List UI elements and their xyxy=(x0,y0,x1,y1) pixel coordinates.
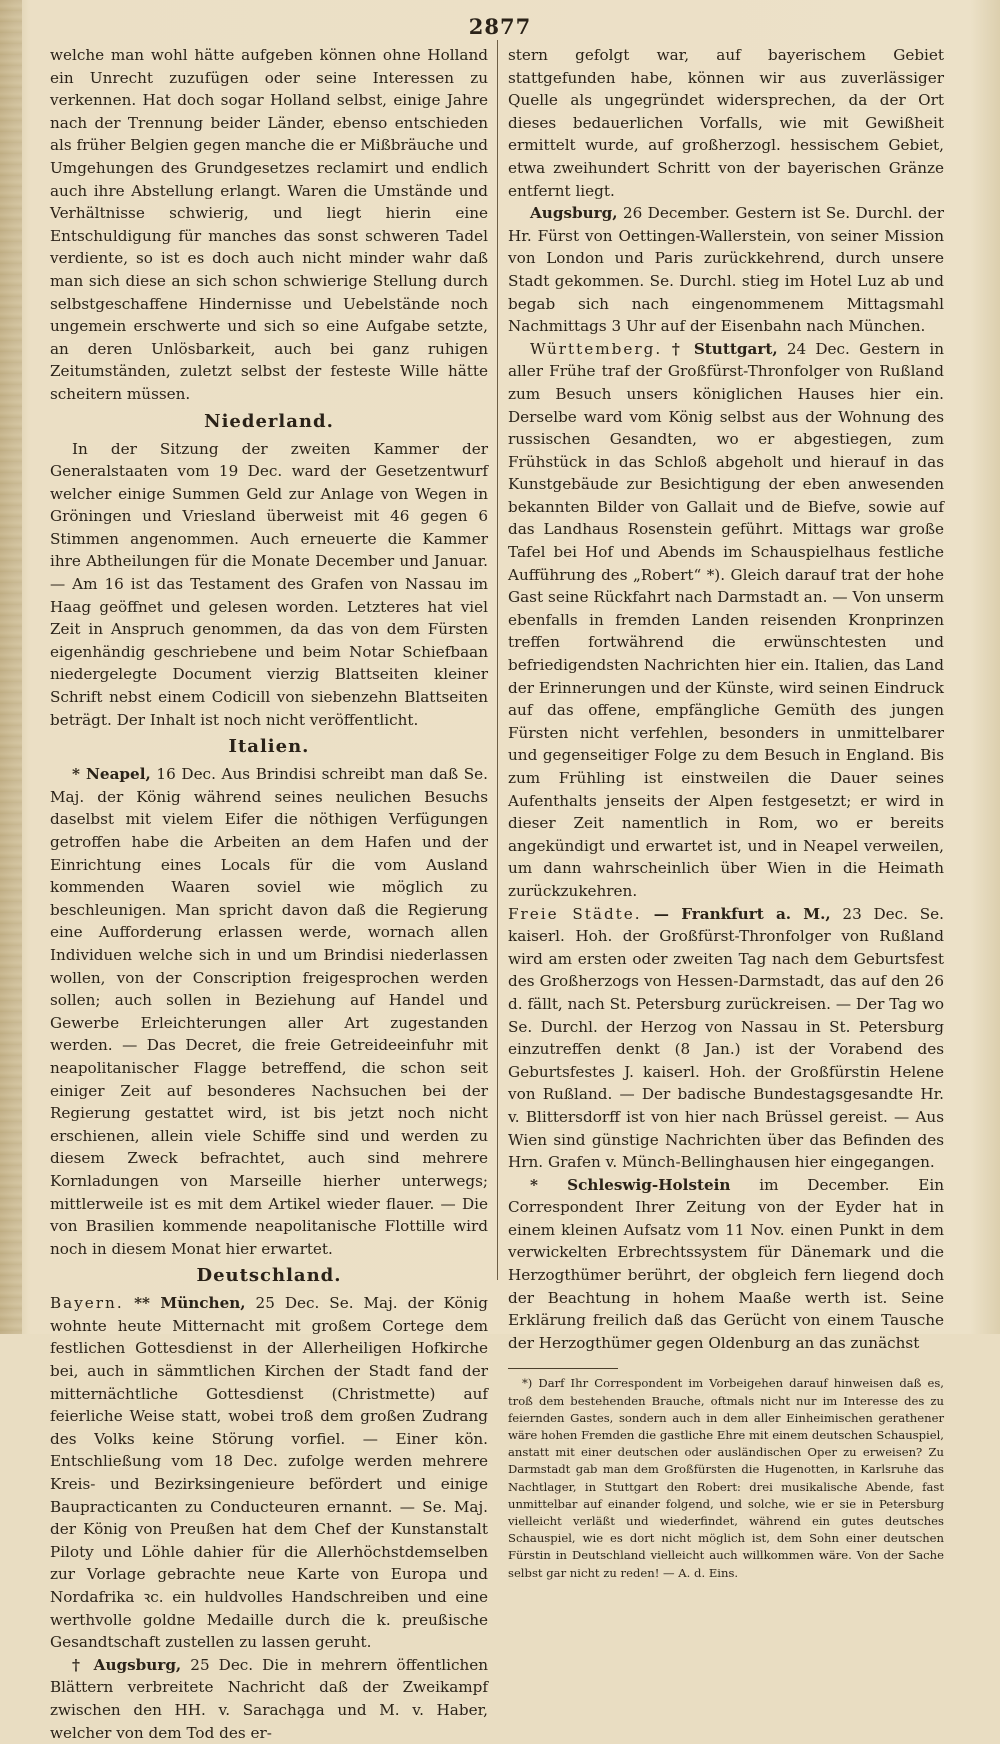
dateline-muenchen: ** München, xyxy=(123,1294,246,1313)
dateline-neapel: * Neapel, xyxy=(72,765,151,784)
section-heading-niederland: Niederland. xyxy=(204,410,334,432)
article-augsburg-2 xyxy=(508,202,944,338)
column-divider xyxy=(497,40,498,1280)
article-schleswig-holstein xyxy=(508,1174,944,1355)
dateline-augsburg-1: † Augsburg, xyxy=(72,1655,182,1674)
footnote-rule xyxy=(508,1368,618,1369)
article-niederland: In der Sitzung der zweiten Kammer der Generalstaaten vom 19 Dec. ward der Gesetzentwurf welcher einige Summen Geld zur Anlage von Wegen in Gröningen und Vriesland überweist mit 46 gegen 6 Stimmen angenommen. Auch erneuerte die Kammer ihre Abtheilungen für die Monate December und Januar. — Am 16 ist das Testament des Grafen von Nassau im Haag geöffnet und gelesen worden. Letzteres hat viel Zeit in Anspruch genommen, da das von dem Fürsten eigenhändig geschriebene und beim Notar Schiefbaan niedergelegte Document vierzig Blattseiten kleiner Schrift nebst einem Codicill von siebenzehn Blattseiten beträgt. Der Inhalt ist noch nicht veröffentlicht. xyxy=(50,439,488,729)
article-neapel-text: 16 Dec. Aus Brindisi schreibt man daß Se. Maj. der König während seines neulichen Besuchs daselbst mit vielem Eifer die nöthigen Verfügungen getroffen habe die Arbeiten an dem Hafen und der Einrichtung eines Locals für die vom Ausland kommenden Waaren soviel wie möglich zu beschleunigen. Man spricht davon daß die Regierung eine Aufforderung erlassen werde, wornach allen Individuen welche sich in und um Brindisi niederlassen wollen, von der Conscription freigesprochen werden sollen; auch sollen in Beziehung auf Handel und Gewerbe Erleichterungen aller Art zugestanden werden. — Das Decret, die freie Getreideeinfuhr mit neapolitanischer Flagge betreffend, die schon seit einiger Zeit auf besonderes Nachsuchen bei der Regierung gestattet wird, ist bis jetzt noch nicht erschienen, allein viele Schiffe sind und werden zu diesem Zweck befrachtet, auch sind mehrere Kornladungen von Marseille hierher unterwegs; mittlerweile ist es mit dem Artikel wieder flauer. — Die von Brasilien kommende neapolitanische Flottille wird noch in diesem Monat hier erwartet. xyxy=(50,765,488,1258)
footnote-text: *) Darf Ihr Correspondent im Vorbeigehen darauf hinweisen daß es, troß dem bestehenden Brauche, oftmals nicht nur im Interesse des zu feiernden Gastes, sondern auch in dem aller Einheimischen gerathener wäre hohen Fremden die gastliche Ehre mit einem deutschen Schauspiel, anstatt mit einer deutschen oder ausländischen Oper zu erweisen? Zu Darmstadt gab man dem Großfürsten die Hugenotten, in Karlsruhe das Nachtlager, in Stuttgart den Robert: drei musikalische Abende, fast unmittelbar auf einander folgend, und solche, wie er sie in Petersburg vielleicht verläßt und wiederfindet, während ein gutes deutsches Schauspiel, wie es dort nicht möglich ist, dem Sohn einer deutschen Fürstin in Deutschland vielleicht auch willkommen wäre. Von der Sache selbst gar nicht zu reden! — A. d. Eins. xyxy=(508,1376,944,1580)
article-muenchen-text: 25 Dec. Se. Maj. der König wohnte heute Mitternacht mit großem Cortege dem festlichen Gottesdienst in der Allerheiligen Hofkirche bei, auch in sämmtlichen Kirchen der Stadt fand der mitternächtliche Gottesdienst (Christmette) auf feierliche Weise statt, wobei troß dem großen Zudrang des Volks keine Störung vorfiel. — Einer kön. Entschließung vom 18 Dec. zufolge werden mehrere Kreis- und Bezirksingenieure befördert und einige Baupracticanten zu Conducteuren ernannt. — Se. Maj. der König von Preußen hat dem Chef der Kunstanstalt Piloty und Löhle dahier für die Allerhöchstdemselben zur Vorlage gebrachte neue Karte von Europa und Nordafrika ꝛc. ein huldvolles Handschreiben und eine werthvolle goldne Medaille durch die k. preußische Gesandtschaft zustellen zu lassen geruht. xyxy=(50,1294,488,1652)
page-number: 2877 xyxy=(468,14,532,39)
article-frankfurt-text: 23 Dec. Se. kaiserl. Hoh. der Großfürst-Thronfolger von Rußland wird am ersten oder zweiten Tag nach dem Geburtsfest des Großherzogs von Hessen-Darmstadt, das auf den 26 d. fällt, nach St. Petersburg zurückreisen. — Der Tag wo Se. Durchl. der Herzog von Nassau in St. Petersburg einzutreffen denkt (8 Jan.) ist der Vorabend des Geburtsfestes J. kaiserl. Hoh. der Großfürstin Helene von Rußland. — Der badische Bundestagsgesandte Hr. v. Blittersdorff ist von hier nach Brüssel gereist. — Aus Wien sind günstige Nachrichten über das Befinden des Hrn. Grafen v. Münch-Bellinghausen hier eingegangen. xyxy=(508,904,944,1172)
footnote xyxy=(508,1375,944,1581)
article-continuation-belgium: welche man wohl hätte aufgeben können ohne Holland ein Unrecht zuzufügen oder seine Interessen zu verkennen. Hat doch sogar Holland selbst, einige Jahre nach der Trennung beider Länder, ebenso entschieden als früher Belgien gegen manche die er Mißbräuche und Umgehungen des Grundgesetzes reclamirt und endlich auch ihre Abstellung erlangt. Waren die Umstände und Verhältnisse schwierig, und liegt hierin eine Entschuldigung für manches das sonst schweren Tadel verdiente, so ist es doch auch nicht minder wahr daß man sich diese an sich schon schwierige Stellung durch selbstgeschaffene Hindernisse und Uebelstände noch ungemein erschwerte und sich so eine Aufgabe setzte, an deren Unlösbarkeit, auch bei ganz ruhigen Zeitumständen, zuletzt selbst der festeste Wille hätte scheitern müssen. xyxy=(50,46,488,403)
region-freie-staedte: Freie Städte. xyxy=(508,904,642,923)
region-wuerttemberg: Württemberg. xyxy=(530,339,663,358)
right-column xyxy=(508,44,944,1582)
page-binding-edge xyxy=(0,0,22,1334)
article-stuttgart xyxy=(508,338,944,903)
region-bayern: Bayern. xyxy=(50,1294,124,1313)
article-augsburg-1-continued: stern gefolgt war, auf bayerischem Gebiet stattgefunden habe, können wir aus zuverlässiger Quelle als ungegründet widersprechen, da der Ort dieses bedauerlichen Vorfalls, wie mit Gewißheit ermittelt wurde, auf großherzogl. hessischem Gebiet, etwa zweihundert Schritt von der bayerischen Gränze entfernt liegt. xyxy=(508,46,944,200)
left-column xyxy=(50,44,488,1744)
article-augsburg-1 xyxy=(50,1654,488,1744)
article-stuttgart-text: 24 Dec. Gestern in aller Frühe traf der Großfürst-Thronfolger von Rußland zum Besuch unsers königlichen Hauses hier ein. Derselbe ward vom König selbst aus der Wohnung des russischen Gesandten, wo er abgestiegen, zum Frühstück in das Schloß abgeholt und hierauf in das Kunstgebäude zur Besichtigung der eben anwesenden bekannten Bilder von Gallait und de Biefve, sowie auf das Landhaus Rosenstein geführt. Mittags war große Tafel bei Hof und Abends im Schauspielhaus festliche Aufführung des „Robert“ *). Gleich darauf trat der hohe Gast seine Rückfahrt nach Darmstadt an. — Von unserm ebenfalls in fremden Landen reisenden Kronprinzen treffen fortwährend die erwünschtesten und befriedigendsten Nachrichten hier ein. Italien, das Land der Erinnerungen und der Künste, wird seinen Eindruck auf das offene, empfängliche Gemüth des jungen Fürsten nicht verfehlen, besonders in unmittelbarer und gegenseitiger Folge zu dem Besuch in England. Bis zum Frühling ist einstweilen die Dauer seines Aufenthalts jenseits der Alpen festgesetzt; er wird in dieser Zeit namentlich in Rom, wo er bereits angekündigt und erwartet ist, und in Neapel verweilen, um dann wahrscheinlich über Wien in die Heimath zurückzukehren. xyxy=(508,339,944,900)
dateline-augsburg-2: Augsburg, xyxy=(530,204,618,223)
dateline-stuttgart: † Stuttgart, xyxy=(662,339,778,358)
article-schleswig-holstein-text: im December. Ein Correspondent Ihrer Zeitung von der Eyder hat in einem kleinen Aufsatz vom 11 Nov. einen Punkt in dem verwickelten Erbrechtssystem für Dänemark und die Herzogthümer berührt, der obgleich fern liegend doch der Beachtung in hohem Maaße werth ist. Seine Erklärung freilich daß das Gerücht von einem Tausche der Herzogthümer gegen Oldenburg an das zunächst xyxy=(508,1175,944,1352)
section-heading-italien: Italien. xyxy=(228,736,310,758)
article-augsburg-1-text: 25 Dec. Die in mehrern öffentlichen Blättern verbreitete Nachricht daß der Zweikampf zwischen den HH. v. Saracha̧ga und M. v. Haber, welcher von dem Tod des er- xyxy=(50,1655,488,1742)
article-muenchen xyxy=(50,1292,488,1654)
dateline-schleswig-holstein: * Schleswig-Holstein xyxy=(530,1175,731,1194)
article-frankfurt xyxy=(508,903,944,1174)
article-augsburg-2-text: 26 December. Gestern ist Se. Durchl. der Hr. Fürst von Oettingen-Wallerstein, von seiner Mission von London und Paris zurückkehrend, durch unsere Stadt gekommen. Se. Durchl. stieg im Hotel Luz ab und begab sich nach eingenommenem Mittagsmahl Nachmittags 3 Uhr auf der Eisenbahn nach München. xyxy=(508,204,944,336)
article-neapel xyxy=(50,763,488,1260)
dateline-frankfurt: — Frankfurt a. M., xyxy=(641,904,831,923)
section-heading-deutschland: Deutschland. xyxy=(196,1265,342,1287)
